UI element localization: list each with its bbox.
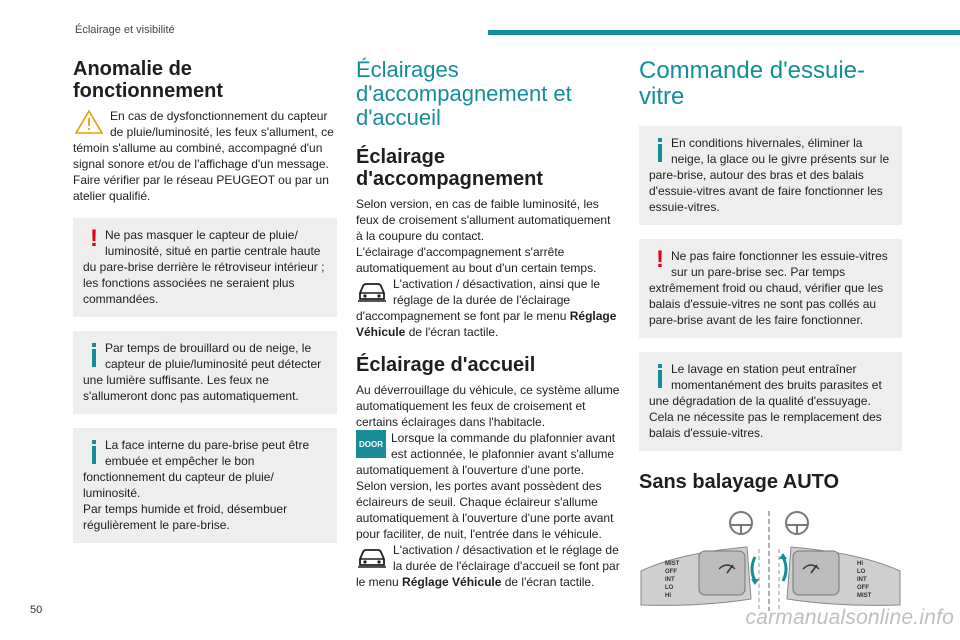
- warning-exclamation-icon: !: [90, 225, 98, 252]
- rotate-arrow-icon: [752, 557, 755, 581]
- accueil-p5: Lorsque la commande du plafonnier avant est actionnée, le plafonnier avant s'allume automatiquement à l'ouverture d'une porte.: [356, 431, 616, 477]
- anomalie-intro-text: En cas de dysfonctionnement du capteur de pluie/luminosité, les feux s'allument, ce témoin s'allume au combiné, accompagné d'un signal sonore et/ou de l'affichage d'un message.: [73, 109, 334, 171]
- stalk-label: MIST: [857, 593, 872, 599]
- note-info-lavage: [639, 352, 902, 451]
- note-warning-sec-text: Ne pas faire fonctionner les essuie-vitres sur un pare-brise sec. Par temps extrêmement froid ou chaud, vérifier que les balais d'essuie-vitres ne sont pas collés au pare-brise avant de les faire fonctionner.: [649, 249, 888, 327]
- stalk-label: HI: [665, 593, 671, 599]
- stalk-label: LO: [665, 585, 674, 591]
- info-icon: [83, 340, 105, 370]
- column-anomalie: [73, 58, 337, 557]
- stalk-label: INT: [857, 577, 867, 583]
- heading-accompagnement: Éclairage d'accompagnement: [356, 146, 544, 190]
- watermark: carmanualsonline.info: [745, 606, 954, 629]
- warning-exclamation-icon: !: [656, 246, 664, 273]
- heading-essuie-vitre: Commande d'essuie-vitre: [639, 57, 866, 110]
- heading-accueil: Éclairage d'accueil: [356, 354, 536, 376]
- accueil-p7: L'activation / désactivation et le réglage de la durée de l'éclairage d'accueil se font par le menu Réglage Véhicule de l'écran tactile.: [356, 543, 620, 589]
- note-info-lavage-text2: Cela ne nécessite pas le remplacement des balais d'essuie-vitres.: [649, 410, 882, 440]
- header-section-title: Éclairage et visibilité: [75, 24, 175, 36]
- stalk-label: HI: [857, 561, 863, 567]
- info-icon: [649, 361, 671, 391]
- left-wiper-stalk: [641, 547, 751, 605]
- note-warning-sec: [639, 239, 902, 338]
- stalk-label: OFF: [857, 585, 869, 591]
- header-accent-bar: [488, 30, 960, 35]
- accompagnement-p1: Selon version, en cas de faible luminosité, les feux de croisement s'allument automatiquement à la coupure du contact.: [356, 197, 611, 243]
- door-icon: DOOR: [356, 430, 386, 458]
- wiper-stalk-diagram: [639, 509, 902, 613]
- heading-sans-balayage: Sans balayage AUTO: [639, 471, 840, 493]
- note-info-embuee-text2: Par temps humide et froid, désembuer régulièrement le pare-brise.: [83, 502, 288, 532]
- vehicle-settings-icon: [356, 276, 388, 304]
- column-eclairages: [356, 58, 620, 590]
- vehicle-settings-icon: [356, 542, 388, 570]
- stalk-label: INT: [665, 577, 675, 583]
- warning-triangle-icon: [73, 108, 105, 136]
- note-info-brouillard-text: Par temps de brouillard ou de neige, le capteur de pluie/luminosité peut détecter une lumière suffisante. Les feux ne s'allumeront donc pas automatiquement.: [83, 341, 322, 403]
- stalk-label: MIST: [665, 561, 680, 567]
- anomalie-intro-text2: Faire vérifier par le réseau PEUGEOT ou par un atelier qualifié.: [73, 173, 329, 203]
- info-icon: [649, 135, 671, 165]
- note-info-hiver-text: En conditions hivernales, éliminer la neige, la glace ou le givre présents sur le pare-brise, autour des bras et des balais d'essuie-vitres avant de faire fonctionner les essuie-vitres.: [649, 136, 890, 214]
- note-info-embuee-text: La face interne du pare-brise peut être embuée et empêcher le bon fonctionnement du capteur de pluie/ luminosité.: [83, 438, 310, 500]
- rotate-arrow-icon: [783, 557, 786, 581]
- accueil-p4: Au déverrouillage du véhicule, ce système allume automatiquement les feux de croisement et certains éclairages dans l'habitacle.: [356, 383, 620, 429]
- note-warning-capteur: [73, 218, 337, 317]
- accueil-p6: Selon version, les portes avant possèdent des éclaireurs de seuil. Chaque éclaireur s'allume automatiquement à l'ouverture d'une porte avant pour faciliter, de nuit, l'entrée dans le véhicule.: [356, 479, 614, 541]
- note-info-hiver: [639, 126, 902, 225]
- info-icon: [83, 437, 105, 467]
- heading-anomalie: Anomalie de fonctionnement: [73, 58, 223, 102]
- page-number: 50: [30, 604, 43, 616]
- column-essuie-vitre: [639, 58, 902, 618]
- stalk-label: LO: [857, 569, 866, 575]
- note-warning-text: Ne pas masquer le capteur de pluie/ luminosité, situé en partie centrale haute du pare-brise derrière le rétroviseur intérieur ; les fonctions associées ne seraient plus commandées.: [83, 228, 325, 306]
- accompagnement-p2: L'éclairage d'accompagnement s'arrête automatiquement au bout d'un certain temps.: [356, 245, 597, 275]
- steering-wheel-icon: [786, 512, 808, 534]
- heading-eclairages: Éclairages d'accompagnement et d'accueil: [356, 57, 572, 130]
- note-info-lavage-text: Le lavage en station peut entraîner momentanément des bruits parasites et une dégradation de la qualité d'essuyage.: [649, 362, 882, 408]
- note-info-brouillard: [73, 331, 337, 414]
- steering-wheel-icon: [730, 512, 752, 534]
- stalk-label: OFF: [665, 569, 677, 575]
- accompagnement-p3: L'activation / désactivation, ainsi que le réglage de la durée de l'éclairage d'accompagnement se font par le menu Réglage Véhicule de l'écran tactile.: [356, 277, 617, 339]
- right-wiper-stalk: [787, 547, 900, 605]
- note-info-embuee: [73, 428, 337, 543]
